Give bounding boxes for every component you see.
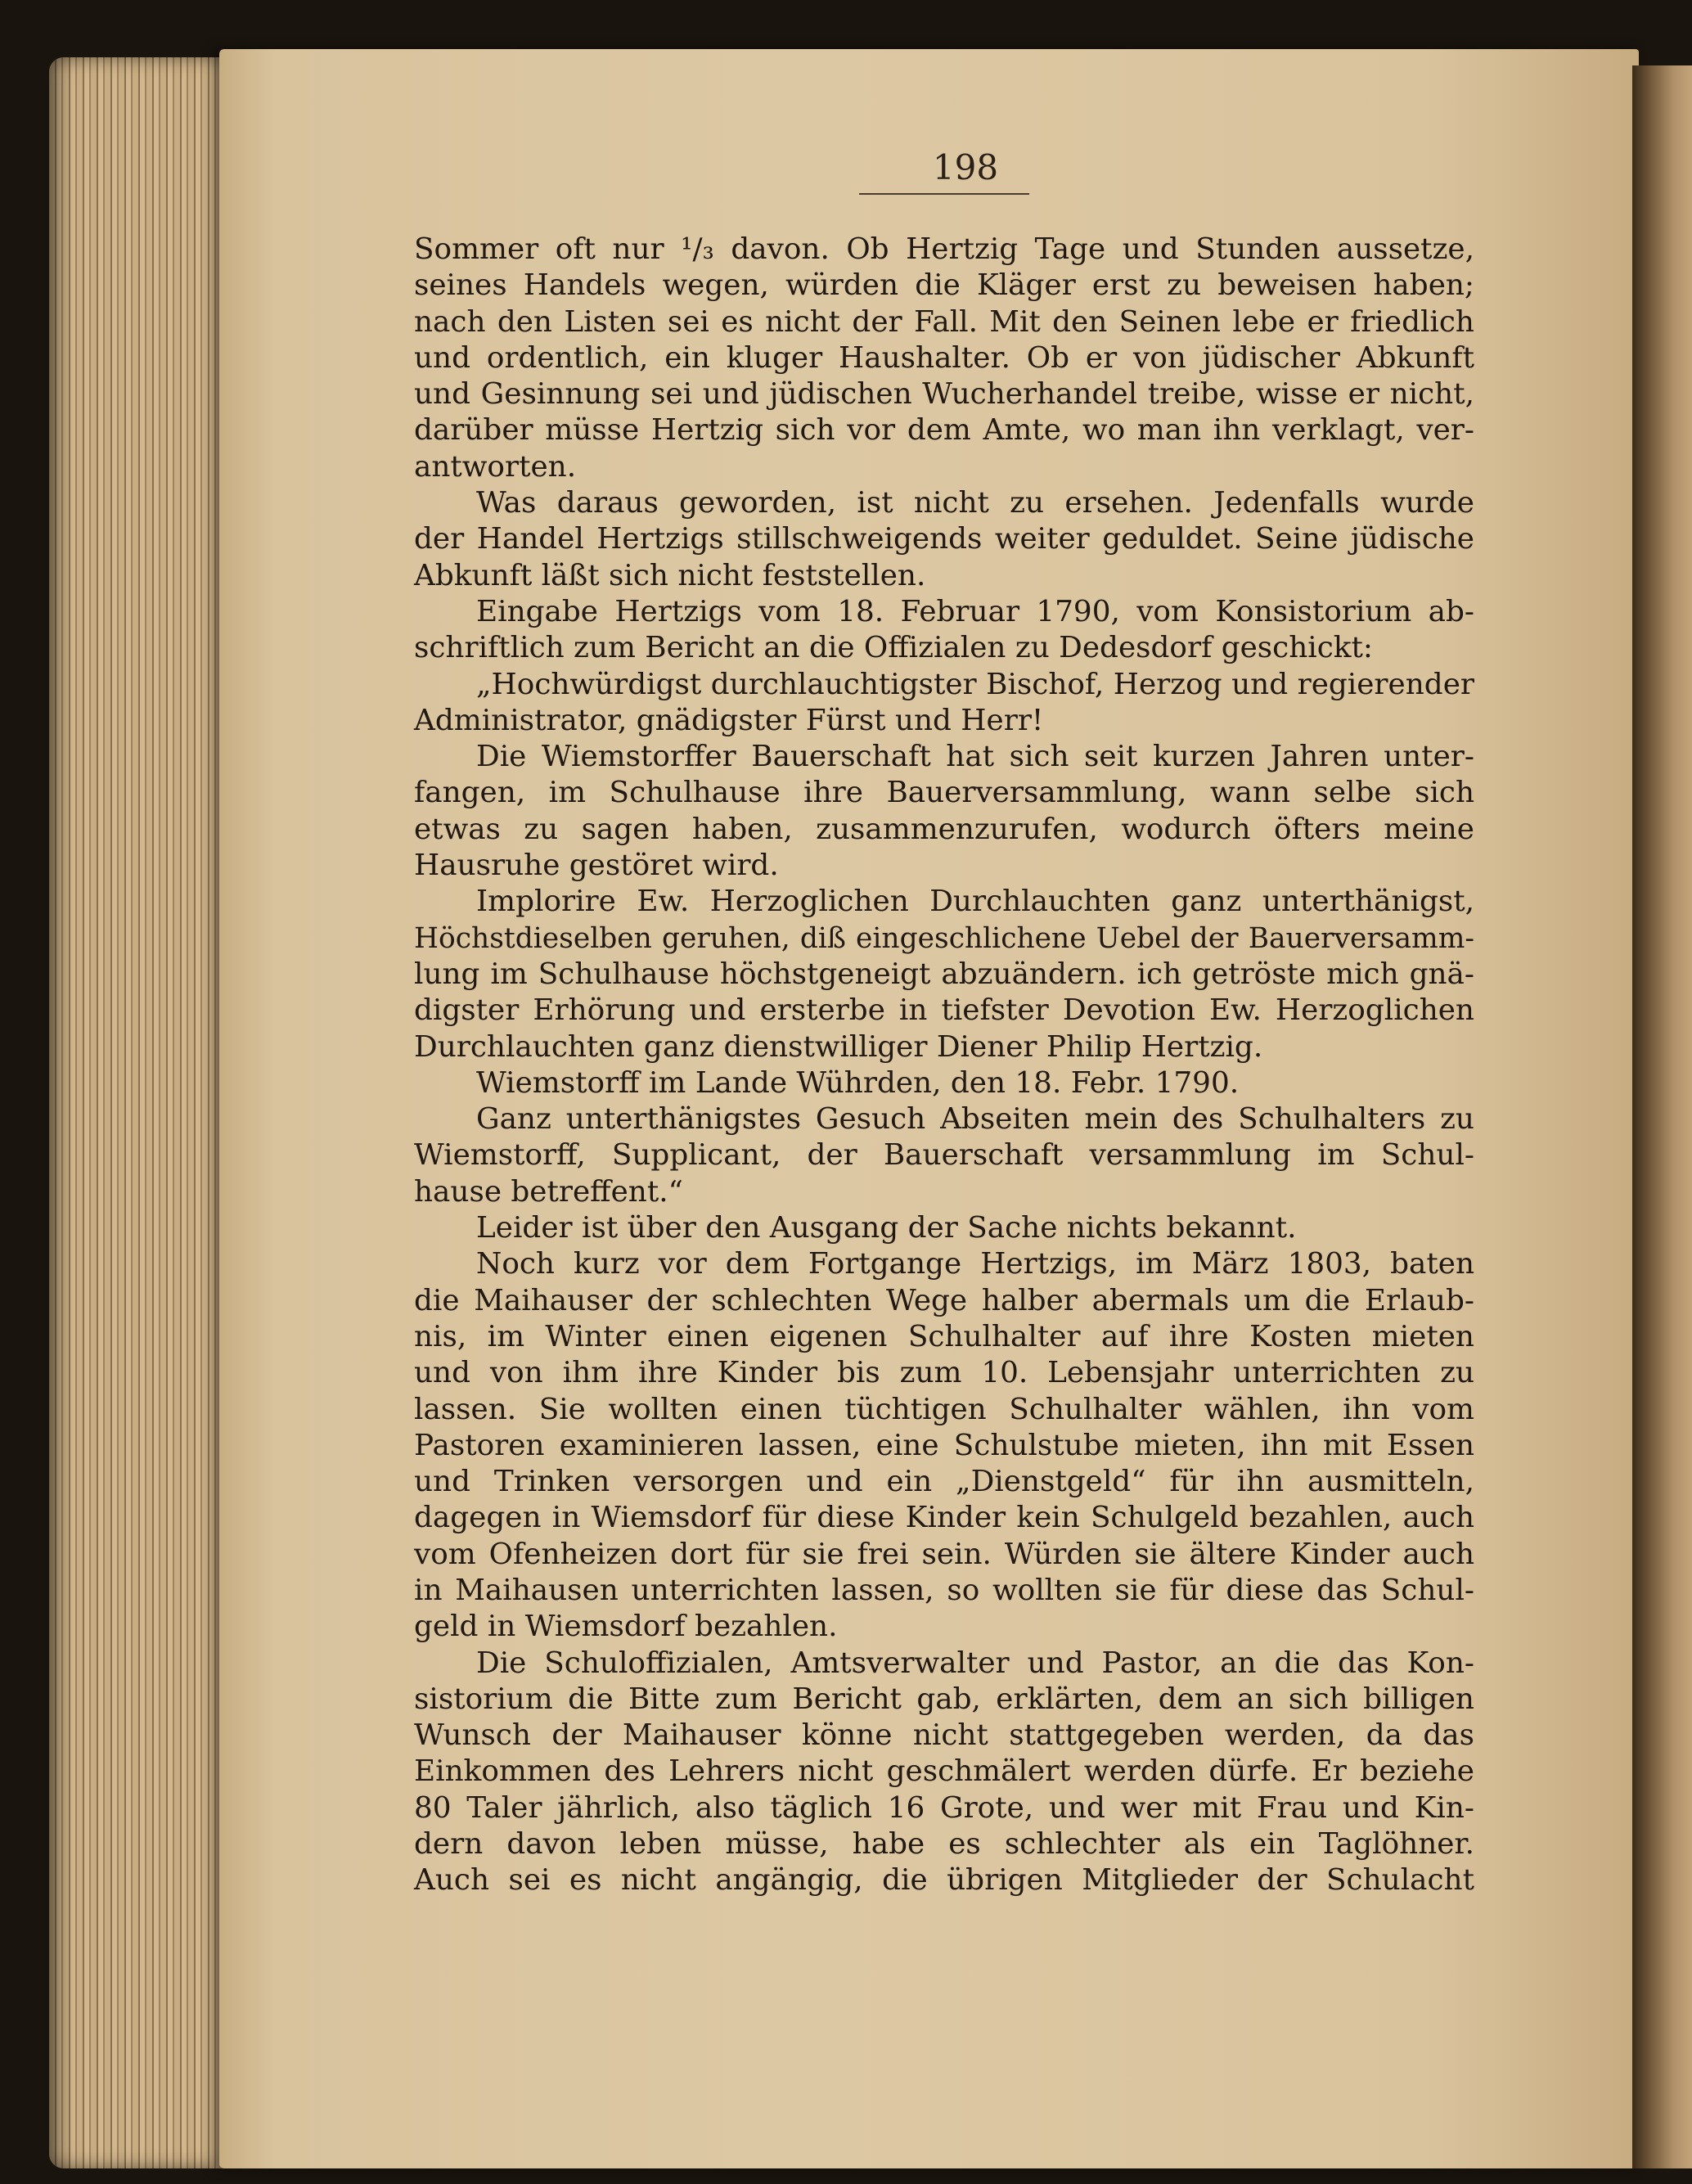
text-line: in Maihausen unterrichten lassen, so wollten sie für diese das Schul- (414, 1573, 1474, 1607)
text-line: hause betreffent.“ (414, 1174, 683, 1209)
text-line: Wunsch der Maihauser könne nicht stattgegeben werden, da das (414, 1718, 1474, 1753)
text-line: Sommer oft nur ¹/₃ davon. Ob Hertzig Tage und Stunden aussetze, (414, 232, 1474, 266)
text-line: Abkunft läßt sich nicht feststellen. (414, 558, 926, 592)
text-line: sistorium die Bitte zum Bericht gab, erklärten, dem an sich billigen (414, 1682, 1474, 1716)
text-line: Einkommen des Lehrers nicht geschmälert werden dürfe. Er beziehe (414, 1754, 1474, 1789)
text-line: die Maihauser der schlechten Wege halber abermals um die Erlaub- (414, 1283, 1474, 1317)
text-line: Durchlauchten ganz dienstwilliger Diener Philip Hertzig. (414, 1029, 1263, 1064)
text-line: der Handel Hertzigs stillschweigends weiter geduldet. Seine jüdische (414, 522, 1474, 556)
text-line: Was daraus geworden, ist nicht zu ersehen. Jedenfalls wurde (476, 486, 1474, 520)
text-line: lung im Schulhause höchstgeneigt abzuändern. ich getröste mich gnä- (414, 957, 1474, 991)
text-line: und von ihm ihre Kinder bis zum 10. Lebensjahr unterrichten zu (414, 1356, 1474, 1390)
text-line: antworten. (414, 449, 577, 484)
text-line: digster Erhörung und ersterbe in tiefster Devotion Ew. Herzoglichen (414, 993, 1474, 1028)
text-line: Die Schuloffizialen, Amtsverwalter und Pastor, an die das Kon- (476, 1646, 1474, 1680)
text-line: Höchstdieselben geruhen, diß eingeschlichene Uebel der Bauerversamm- (414, 921, 1474, 955)
page-number: 198 (932, 147, 999, 187)
text-line: Wiemstorff, Supplicant, der Bauerschaft versammlung im Schul- (414, 1138, 1474, 1173)
text-line: Wiemstorff im Lande Wührden, den 18. Febr. 1790. (476, 1065, 1240, 1100)
text-line: Pastoren examinieren lassen, eine Schulstube mieten, ihn mit Essen (414, 1428, 1474, 1462)
text-line: Leider ist über den Ausgang der Sache nichts bekannt. (476, 1211, 1297, 1245)
text-line: seines Handels wegen, würden die Kläger erst zu beweisen haben; (414, 268, 1474, 303)
text-line: Administrator, gnädigster Fürst und Herr! (414, 703, 1044, 737)
text-line: Noch kurz vor dem Fortgange Hertzigs, im März 1803, baten (476, 1247, 1474, 1281)
text-line: Hausruhe gestöret wird. (414, 849, 779, 883)
text-line: und ordentlich, ein kluger Haushalter. Ob er von jüdischer Abkunft (414, 340, 1474, 375)
text-line: und Trinken versorgen und ein „Dienstgeld“ für ihn ausmitteln, (414, 1465, 1474, 1499)
book-page-edges (49, 57, 225, 2168)
text-line: dagegen in Wiemsdorf für diese Kinder kein Schulgeld bezahlen, auch (414, 1501, 1474, 1535)
text-line: etwas zu sagen haben, zusammenzurufen, wodurch öfters meine (414, 812, 1474, 846)
text-line: nach den Listen sei es nicht der Fall. Mit den Seinen lebe er friedlich (414, 304, 1474, 339)
text-line: dern davon leben müsse, habe es schlechter als ein Taglöhner. (414, 1827, 1474, 1862)
text-line: lassen. Sie wollten einen tüchtigen Schulhalter wählen, ihn vom (414, 1392, 1474, 1426)
text-line: geld in Wiemsdorf bezahlen. (414, 1610, 838, 1644)
text-line: und Gesinnung sei und jüdischen Wucherhandel treibe, wisse er nicht, (414, 377, 1474, 412)
text-line: schriftlich zum Bericht an die Offizialen zu Dedesdorf geschickt: (414, 631, 1373, 665)
header-rule (859, 193, 1029, 195)
text-line: „Hochwürdigst durchlauchtigster Bischof, Herzog und regierender (476, 667, 1474, 701)
text-line: Auch sei es nicht angängig, die übrigen Mitglieder der Schulacht (414, 1863, 1474, 1898)
text-line: nis, im Winter einen eigenen Schulhalter auf ihre Kosten mieten (414, 1319, 1474, 1353)
text-line: darüber müsse Hertzig sich vor dem Amte, wo man ihn verklagt, ver- (414, 413, 1474, 448)
text-line: Eingabe Hertzigs vom 18. Februar 1790, vom Konsistorium ab- (476, 594, 1474, 628)
text-line: fangen, im Schulhause ihre Bauerversammlung, wann selbe sich (414, 776, 1474, 810)
text-line: Implorire Ew. Herzoglichen Durchlauchten ganz unterthänigst, (476, 885, 1474, 919)
text-line: vom Ofenheizen dort für sie frei sein. Würden sie ältere Kinder auch (414, 1537, 1474, 1571)
body-text (414, 232, 1474, 1899)
facing-page-edge (1632, 65, 1692, 2168)
text-line: Die Wiemstorffer Bauerschaft hat sich seit kurzen Jahren unter- (476, 740, 1474, 774)
text-line: Ganz unterthänigstes Gesuch Abseiten mein des Schulhalters zu (476, 1102, 1474, 1137)
text-line: 80 Taler jährlich, also täglich 16 Grote, und wer mit Frau und Kin- (414, 1790, 1474, 1825)
